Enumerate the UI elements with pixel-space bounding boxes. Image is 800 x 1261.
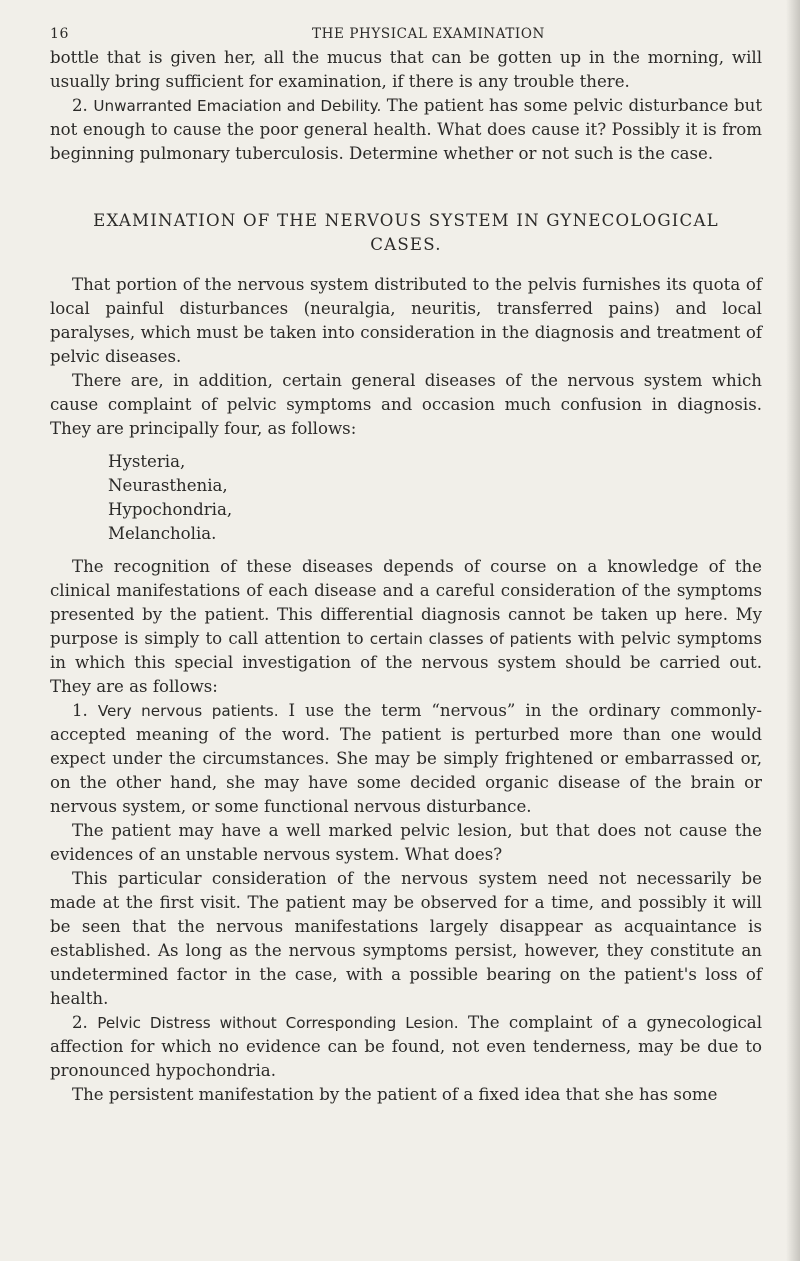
paragraph-consideration: This particular consideration of the nervous system need not necessarily be made at the first visit. The patient may be observed for a time, and possibly it will be seen that the nervous manifestations largely disappear as acquaintance is established. As long as the nervous symptoms persist, however, they constitute an undetermined factor in the case, with a possible bearing on the patient's loss of health.	[50, 869, 762, 1008]
list-item: Melancholia.	[108, 524, 217, 543]
paragraph-portion: That portion of the nervous system distributed to the pelvis furnishes its quota of local painful disturbances (neuralgia, neuritis, transferred pains) and local paralyses, which must be taken into consideration in the diagnosis and treatment of pelvic diseases.	[50, 275, 762, 366]
page-header	[50, 0, 762, 46]
paragraph-recognition	[50, 555, 762, 699]
item-title: Unwarranted Emaciation and Debility.	[93, 97, 382, 115]
paragraph-general: There are, in addition, certain general diseases of the nervous system which cause complaint of pelvic symptoms and occasion much confusion in diagnosis. They are principally four, as follows:	[50, 371, 762, 438]
item-number: 1.	[72, 701, 88, 720]
page-number: 16	[50, 26, 70, 42]
running-head: THE PHYSICAL EXAMINATION	[312, 26, 545, 42]
item-text: The patient has some pelvic disturbance but not enough to cause the poor general health. What does cause it? Possibly it is from beginning pulmonary tuberculosis. Determine whether or not such is the case.	[50, 96, 762, 163]
paragraph-persistent: The persistent manifestation by the patient of a fixed idea that she has some	[72, 1085, 718, 1104]
item-title: Very nervous patients.	[97, 702, 279, 720]
list-item: Neurasthenia,	[108, 476, 228, 495]
recognition-text-before: The recognition of these diseases depends of course on a knowledge of the clinical manifestations of each disease and a careful consideration of the symptoms presented by the patient. This differential diagnosis cannot be taken up here. My purpose is simply to call attention to	[50, 557, 762, 648]
page-edge-shadow	[786, 0, 800, 1261]
disease-list	[108, 450, 762, 546]
section-heading	[50, 209, 762, 257]
item-emaciation	[50, 94, 762, 166]
paragraph-lesion: The patient may have a well marked pelvic lesion, but that does not cause the evidences of an unstable nervous system. What does?	[50, 821, 762, 864]
item-pelvic-distress	[50, 1011, 762, 1083]
list-item: Hypochondria,	[108, 500, 233, 519]
section-heading-line2: CASES.	[370, 235, 442, 254]
item-title: Pelvic Distress without Corresponding Lesion.	[97, 1014, 459, 1032]
item-text: The complaint of a gynecological affection for which no evidence can be found, not even tenderness, may be due to pronounced hypochondria.	[50, 1013, 762, 1080]
list-item: Hysteria,	[108, 452, 186, 471]
item-number: 2.	[72, 96, 88, 115]
recognition-bold: certain classes of patients	[369, 630, 572, 648]
section-heading-line1: EXAMINATION OF THE NERVOUS SYSTEM IN GYNECOLOGICAL	[93, 211, 719, 230]
paragraph-intro: bottle that is given her, all the mucus that can be gotten up in the morning, will usually bring sufficient for examination, if there is any trouble there.	[50, 48, 762, 91]
item-text: I use the term “nervous” in the ordinary commonly-accepted meaning of the word. The patient is perturbed more than one would expect under the circumstances. She may be simply frightened or embarrassed or, on the other hand, she may have some decided organic disease of the brain or nervous system, or some functional nervous disturbance.	[50, 701, 762, 816]
item-nervous-patients	[50, 699, 762, 819]
item-number: 2.	[72, 1013, 88, 1032]
recognition-text-after: with pelvic symptoms in which this special investigation of the nervous system should be carried out. They are as follows:	[50, 629, 762, 696]
